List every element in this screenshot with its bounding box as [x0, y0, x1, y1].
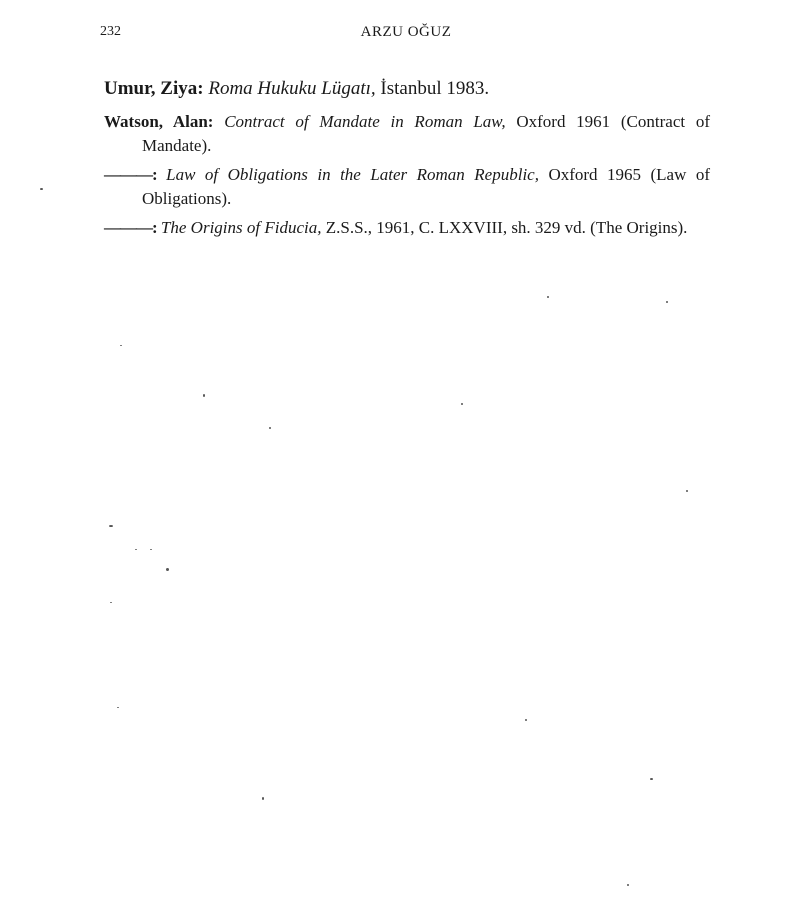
- entry-author: Watson, Alan:: [104, 112, 214, 131]
- bibliography-entry: [104, 76, 710, 102]
- entry-details: Oxford 1961 (Contract of Mandate).: [142, 112, 710, 155]
- entry-title: Law of Obligations in the Later Roman Republic,: [166, 165, 539, 184]
- scan-speck: [650, 778, 653, 780]
- bibliography-entry: [104, 216, 710, 240]
- entry-author-ditto: ———:: [104, 218, 157, 237]
- scan-speck: [109, 525, 113, 527]
- scan-speck: [686, 490, 688, 492]
- scan-speck: [461, 403, 463, 405]
- page-number: 232: [100, 24, 121, 39]
- bibliography-entry: [104, 163, 710, 211]
- entry-details: İstanbul 1983.: [375, 78, 490, 99]
- scan-speck: [627, 884, 629, 886]
- page-header: [100, 24, 712, 46]
- scan-speck: [262, 797, 264, 800]
- entry-title: Roma Hukuku Lügatı,: [208, 78, 376, 99]
- scan-speck: [150, 549, 152, 550]
- scan-speck: [666, 301, 668, 303]
- entry-details: Z.S.S., 1961, C. LXXVIII, sh. 329 vd. (The Origins).: [321, 218, 688, 237]
- running-head: ARZU OĞUZ: [360, 24, 452, 40]
- entry-title: Contract of Mandate in Roman Law,: [224, 112, 506, 131]
- scan-speck: [120, 345, 122, 346]
- scan-speck: [166, 568, 169, 571]
- entry-title: The Origins of Fiducia,: [160, 218, 322, 237]
- scan-speck: [110, 602, 112, 603]
- entry-details: Oxford 1965 (Law of Obligations).: [142, 165, 711, 208]
- scan-speck: [135, 549, 137, 550]
- bibliography-entry: [104, 110, 710, 158]
- scan-speck: [117, 707, 119, 708]
- entry-author-ditto: ———:: [104, 165, 157, 184]
- scan-speck: [40, 188, 43, 190]
- entry-author: Umur, Ziya:: [104, 78, 204, 99]
- bibliography-list: [104, 76, 710, 245]
- scan-speck: [203, 394, 205, 397]
- scan-speck: [547, 296, 549, 298]
- scan-speck: [525, 719, 527, 721]
- scan-speck: [269, 427, 271, 429]
